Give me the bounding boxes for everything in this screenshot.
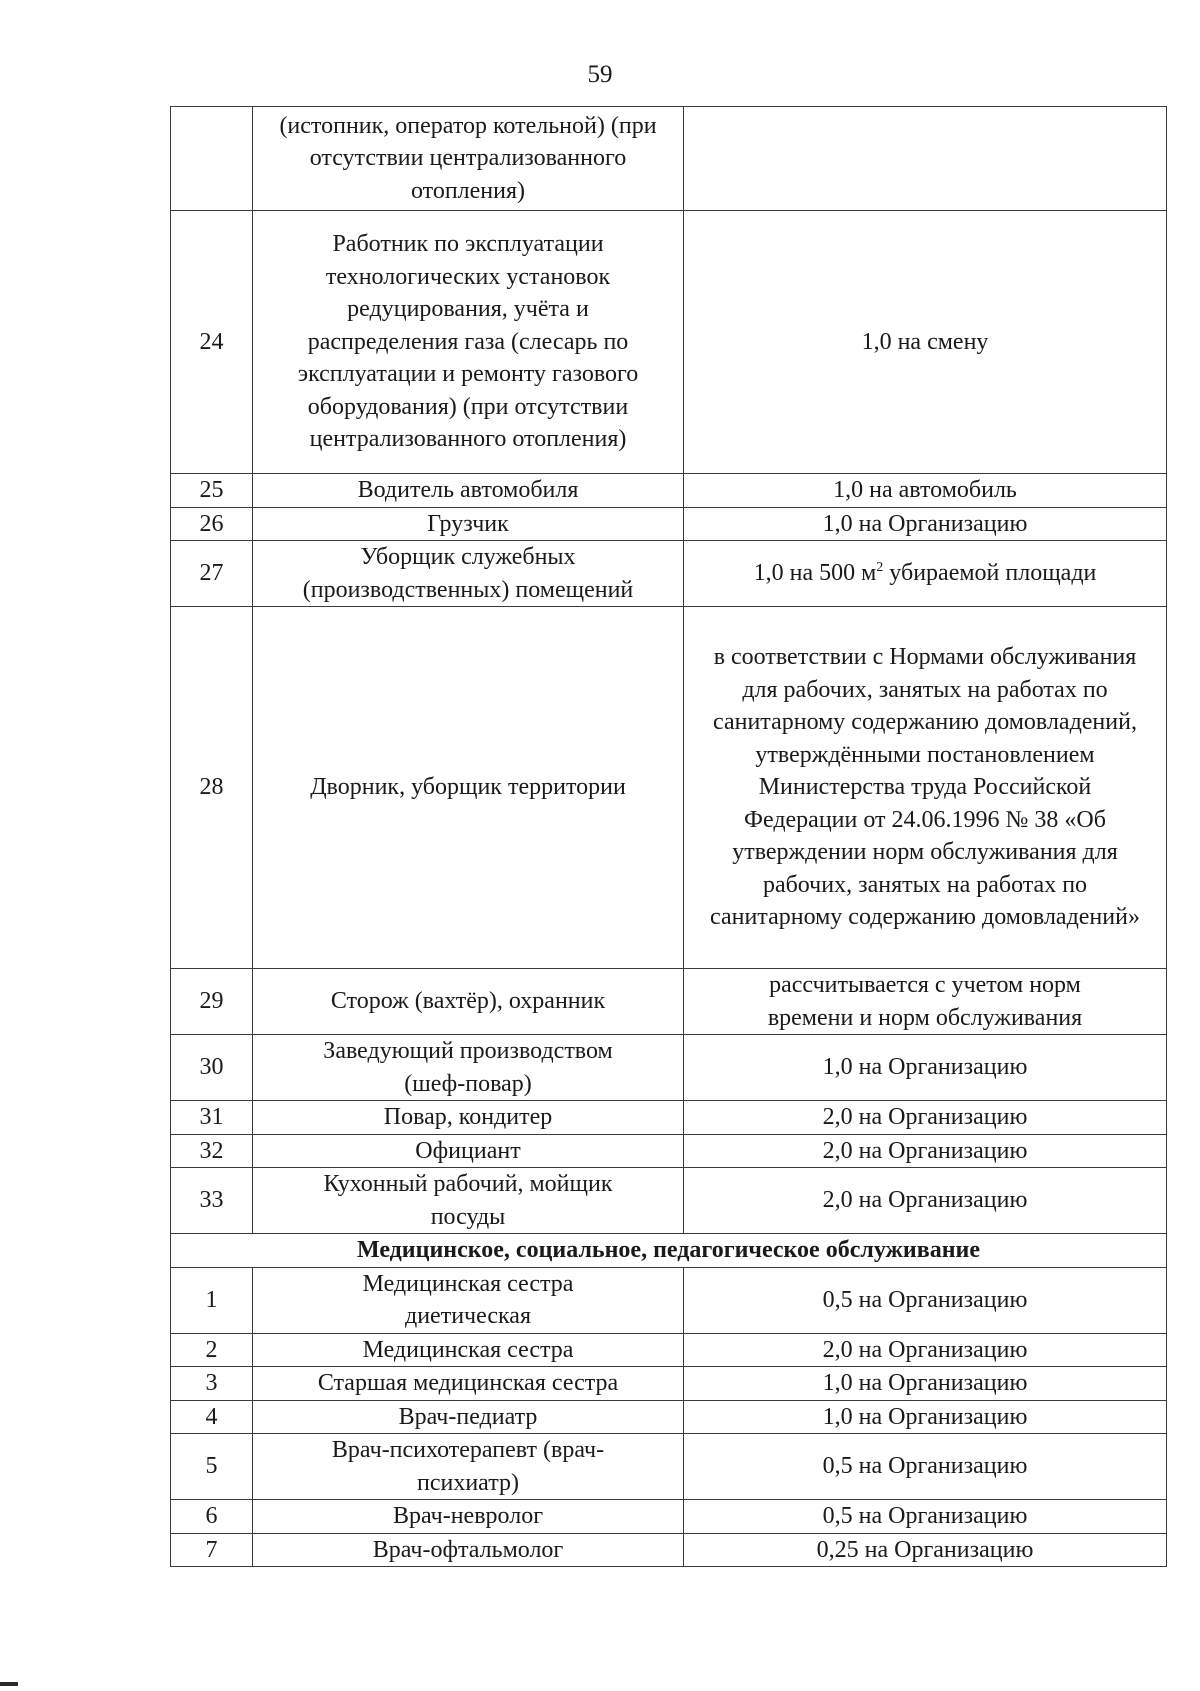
table-row [171, 211, 1167, 474]
position-cell: Врач-педиатр [253, 1400, 684, 1434]
table-row [171, 607, 1167, 969]
norm-cell: 0,5 на Организацию [684, 1500, 1167, 1534]
table-row [171, 1400, 1167, 1434]
norm-cell: 1,0 на Организацию [684, 507, 1167, 541]
position-cell: Врач-невролог [253, 1500, 684, 1534]
table-row [171, 1101, 1167, 1135]
row-number-cell: 25 [171, 474, 253, 508]
row-number-cell: 24 [171, 211, 253, 474]
norm-cell [684, 541, 1167, 607]
table-row [171, 1035, 1167, 1101]
norm-cell: 1,0 на смену [684, 211, 1167, 474]
row-number-cell: 2 [171, 1333, 253, 1367]
norm-cell: 0,5 на Организацию [684, 1267, 1167, 1333]
position-cell: Старшая медицинская сестра [253, 1367, 684, 1401]
table-row [171, 507, 1167, 541]
position-cell: (истопник, оператор котельной) (при отсутствии централизованного отопления) [253, 107, 684, 211]
norm-cell: рассчитывается с учетом норм времени и норм обслуживания [684, 969, 1167, 1035]
table-row [171, 1500, 1167, 1534]
row-number-cell: 3 [171, 1367, 253, 1401]
norm-cell: 1,0 на Организацию [684, 1400, 1167, 1434]
position-cell: Медицинская сестра [253, 1333, 684, 1367]
scan-artifact [0, 1682, 18, 1686]
row-number-cell: 26 [171, 507, 253, 541]
table-row [171, 541, 1167, 607]
page-number: 59 [587, 61, 613, 88]
position-cell: Повар, кондитер [253, 1101, 684, 1135]
row-number-cell: 33 [171, 1168, 253, 1234]
norm-cell: 1,0 на Организацию [684, 1367, 1167, 1401]
row-number-cell: 31 [171, 1101, 253, 1135]
row-number-cell: 5 [171, 1434, 253, 1500]
norm-cell: в соответствии с Нормами обслуживания для рабочих, занятых на работах по санитарному содержанию домовладений, утверждёнными постановлением Министерства труда Российской Федерации от 24.06.1996 № 38 «Об утверждении норм обслуживания для рабочих, занятых на работах по санитарному содержанию домовладений» [684, 607, 1167, 969]
staffing-norms-table [170, 106, 1167, 1567]
position-cell: Кухонный рабочий, мойщик посуды [253, 1168, 684, 1234]
norm-cell: 1,0 на автомобиль [684, 474, 1167, 508]
position-cell: Сторож (вахтёр), охранник [253, 969, 684, 1035]
norm-text-end: убираемой площади [883, 560, 1097, 587]
row-number-cell [171, 107, 253, 211]
table-row [171, 1533, 1167, 1567]
norm-cell: 2,0 на Организацию [684, 1333, 1167, 1367]
norm-text: 1,0 на 500 м [753, 560, 877, 587]
position-cell: Уборщик служебных (производственных) помещений [253, 541, 684, 607]
norm-cell: 0,5 на Организацию [684, 1434, 1167, 1500]
row-number-cell: 4 [171, 1400, 253, 1434]
table-row [171, 1367, 1167, 1401]
norm-cell: 1,0 на Организацию [684, 1035, 1167, 1101]
position-cell: Официант [253, 1134, 684, 1168]
position-cell: Водитель автомобиля [253, 474, 684, 508]
table-row [171, 107, 1167, 211]
position-cell: Работник по эксплуатации технологических установок редуцирования, учёта и распределения газа (слесарь по эксплуатации и ремонту газового оборудования) (при отсутствии централизованного отопления) [253, 211, 684, 474]
row-number-cell: 1 [171, 1267, 253, 1333]
square-superscript: 2 [876, 560, 884, 576]
row-number-cell: 27 [171, 541, 253, 607]
position-cell: Врач-психотерапевт (врач-психиатр) [253, 1434, 684, 1500]
position-cell: Дворник, уборщик территории [253, 607, 684, 969]
section-heading-row [171, 1234, 1167, 1268]
table-row [171, 474, 1167, 508]
norm-cell [684, 107, 1167, 211]
row-number-cell: 29 [171, 969, 253, 1035]
table-row [171, 969, 1167, 1035]
norm-cell: 2,0 на Организацию [684, 1134, 1167, 1168]
position-cell: Медицинская сестра диетическая [253, 1267, 684, 1333]
row-number-cell: 30 [171, 1035, 253, 1101]
row-number-cell: 32 [171, 1134, 253, 1168]
norm-cell: 0,25 на Организацию [684, 1533, 1167, 1567]
table-row [171, 1333, 1167, 1367]
norm-cell: 2,0 на Организацию [684, 1101, 1167, 1135]
table-row [171, 1267, 1167, 1333]
row-number-cell: 7 [171, 1533, 253, 1567]
position-cell: Грузчик [253, 507, 684, 541]
section-heading: Медицинское, социальное, педагогическое обслуживание [171, 1234, 1167, 1268]
position-cell: Врач-офтальмолог [253, 1533, 684, 1567]
position-cell: Заведующий производством (шеф-повар) [253, 1035, 684, 1101]
row-number-cell: 6 [171, 1500, 253, 1534]
table-row [171, 1134, 1167, 1168]
table-row [171, 1168, 1167, 1234]
table-row [171, 1434, 1167, 1500]
row-number-cell: 28 [171, 607, 253, 969]
norm-cell: 2,0 на Организацию [684, 1168, 1167, 1234]
